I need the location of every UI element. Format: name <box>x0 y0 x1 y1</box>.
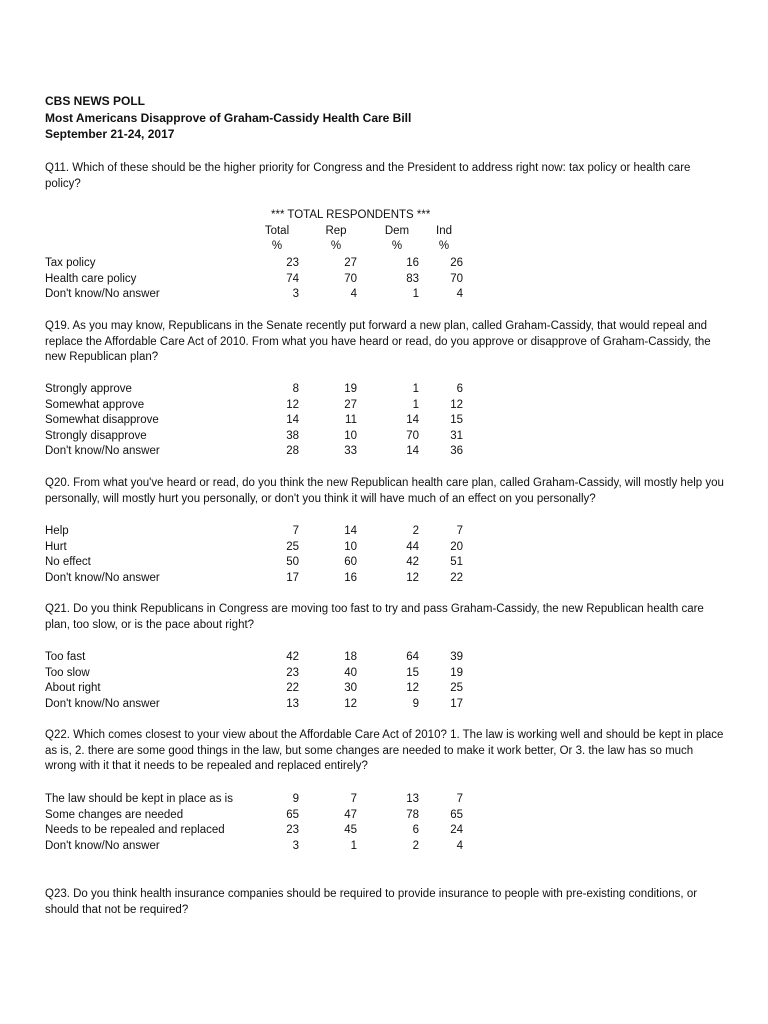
table-row: Hurt 25 10 44 20 <box>45 540 463 553</box>
table-row: Don't know/No answer 17 16 12 22 <box>45 571 463 584</box>
table-row: Some changes are needed 65 47 78 65 <box>45 808 463 821</box>
col-rep: Rep <box>325 224 347 237</box>
question-q23: Q23. Do you think health insurance companies should be required to provide insurance to people with pre-existing conditions, or should that not be required? <box>45 888 698 916</box>
table-row: Don't know/No answer 28 33 14 36 <box>45 445 463 458</box>
table-row: Too slow 23 40 15 19 <box>45 666 463 679</box>
table-row: Somewhat disapprove 14 11 14 15 <box>45 414 463 427</box>
table-q21 <box>45 650 463 712</box>
poll-dates: September 21-24, 2017 <box>45 127 175 141</box>
question-q22: Q22. Which comes closest to your view about the Affordable Care Act of 2010? 1. The law is working well and should be kept in place as is, 2. there are some good things in the law, but some changes are needed to make it work better, Or 3. the law has so much wrong with it that it needs to be repealed and replaced entirely? <box>45 729 724 773</box>
table-row: Tax policy 23 27 16 26 <box>45 257 463 269</box>
unit-ind: % <box>438 240 450 253</box>
table-row: Don't know/No answer 3 1 2 4 <box>45 839 463 852</box>
respondents-banner: *** TOTAL RESPONDENTS *** <box>271 209 431 221</box>
question-q20: Q20. From what you've heard or read, do you think the new Republican health care plan, called Graham-Cassidy, will mostly help you personally, will mostly hurt you personally, or don't you think it will have much of an effect on you personally? <box>45 477 724 505</box>
table-row: About right 22 30 12 25 <box>45 682 463 695</box>
column-header <box>45 208 452 255</box>
column-names-row <box>45 224 452 240</box>
table-row: Health care policy 74 70 83 70 <box>45 272 463 285</box>
table-row: Don't know/No answer 3 4 1 4 <box>45 288 463 301</box>
table-q11 <box>45 256 463 303</box>
table-row: No effect 50 60 42 51 <box>45 556 463 569</box>
col-total: Total <box>264 224 290 237</box>
unit-total: % <box>271 240 283 253</box>
table-row: Don't know/No answer 13 12 9 17 <box>45 697 463 710</box>
unit-rep: % <box>330 240 342 253</box>
poll-header <box>45 93 411 143</box>
poll-source: CBS NEWS POLL <box>45 94 146 108</box>
table-row: Strongly approve 8 19 1 6 <box>45 383 463 395</box>
table-row: Strongly disapprove 38 10 70 31 <box>45 429 463 442</box>
question-q11: Q11. Which of these should be the higher priority for Congress and the President to address right now: tax policy or health care policy? <box>45 162 691 190</box>
table-row: The law should be kept in place as is 9 7 13 7 <box>45 793 463 805</box>
col-ind: Ind <box>436 224 452 237</box>
poll-title: Most Americans Disapprove of Graham-Cassidy Health Care Bill <box>45 110 412 125</box>
question-q19: Q19. As you may know, Republicans in the Senate recently put forward a new plan, called Graham-Cassidy, that would repeal and replace the Affordable Care Act of 2010. From what you have heard or read, do you approve or disapprove of Graham-Cassidy, the new Republican plan? <box>45 320 711 364</box>
table-q22 <box>45 792 463 854</box>
unit-dem: % <box>391 240 403 253</box>
col-dem: Dem <box>384 224 410 237</box>
table-q19 <box>45 382 463 460</box>
column-units-row <box>45 239 450 255</box>
table-row: Help 7 14 2 7 <box>45 525 463 537</box>
table-row: Needs to be repealed and replaced 23 45 6 24 <box>45 824 463 837</box>
table-row: Too fast 42 18 64 39 <box>45 651 463 663</box>
question-q21: Q21. Do you think Republicans in Congress are moving too fast to try and pass Graham-Cassidy, the new Republican health care plan, too slow, or is the pace about right? <box>45 603 704 631</box>
table-row: Somewhat approve 12 27 1 12 <box>45 398 463 411</box>
table-q20 <box>45 524 463 586</box>
